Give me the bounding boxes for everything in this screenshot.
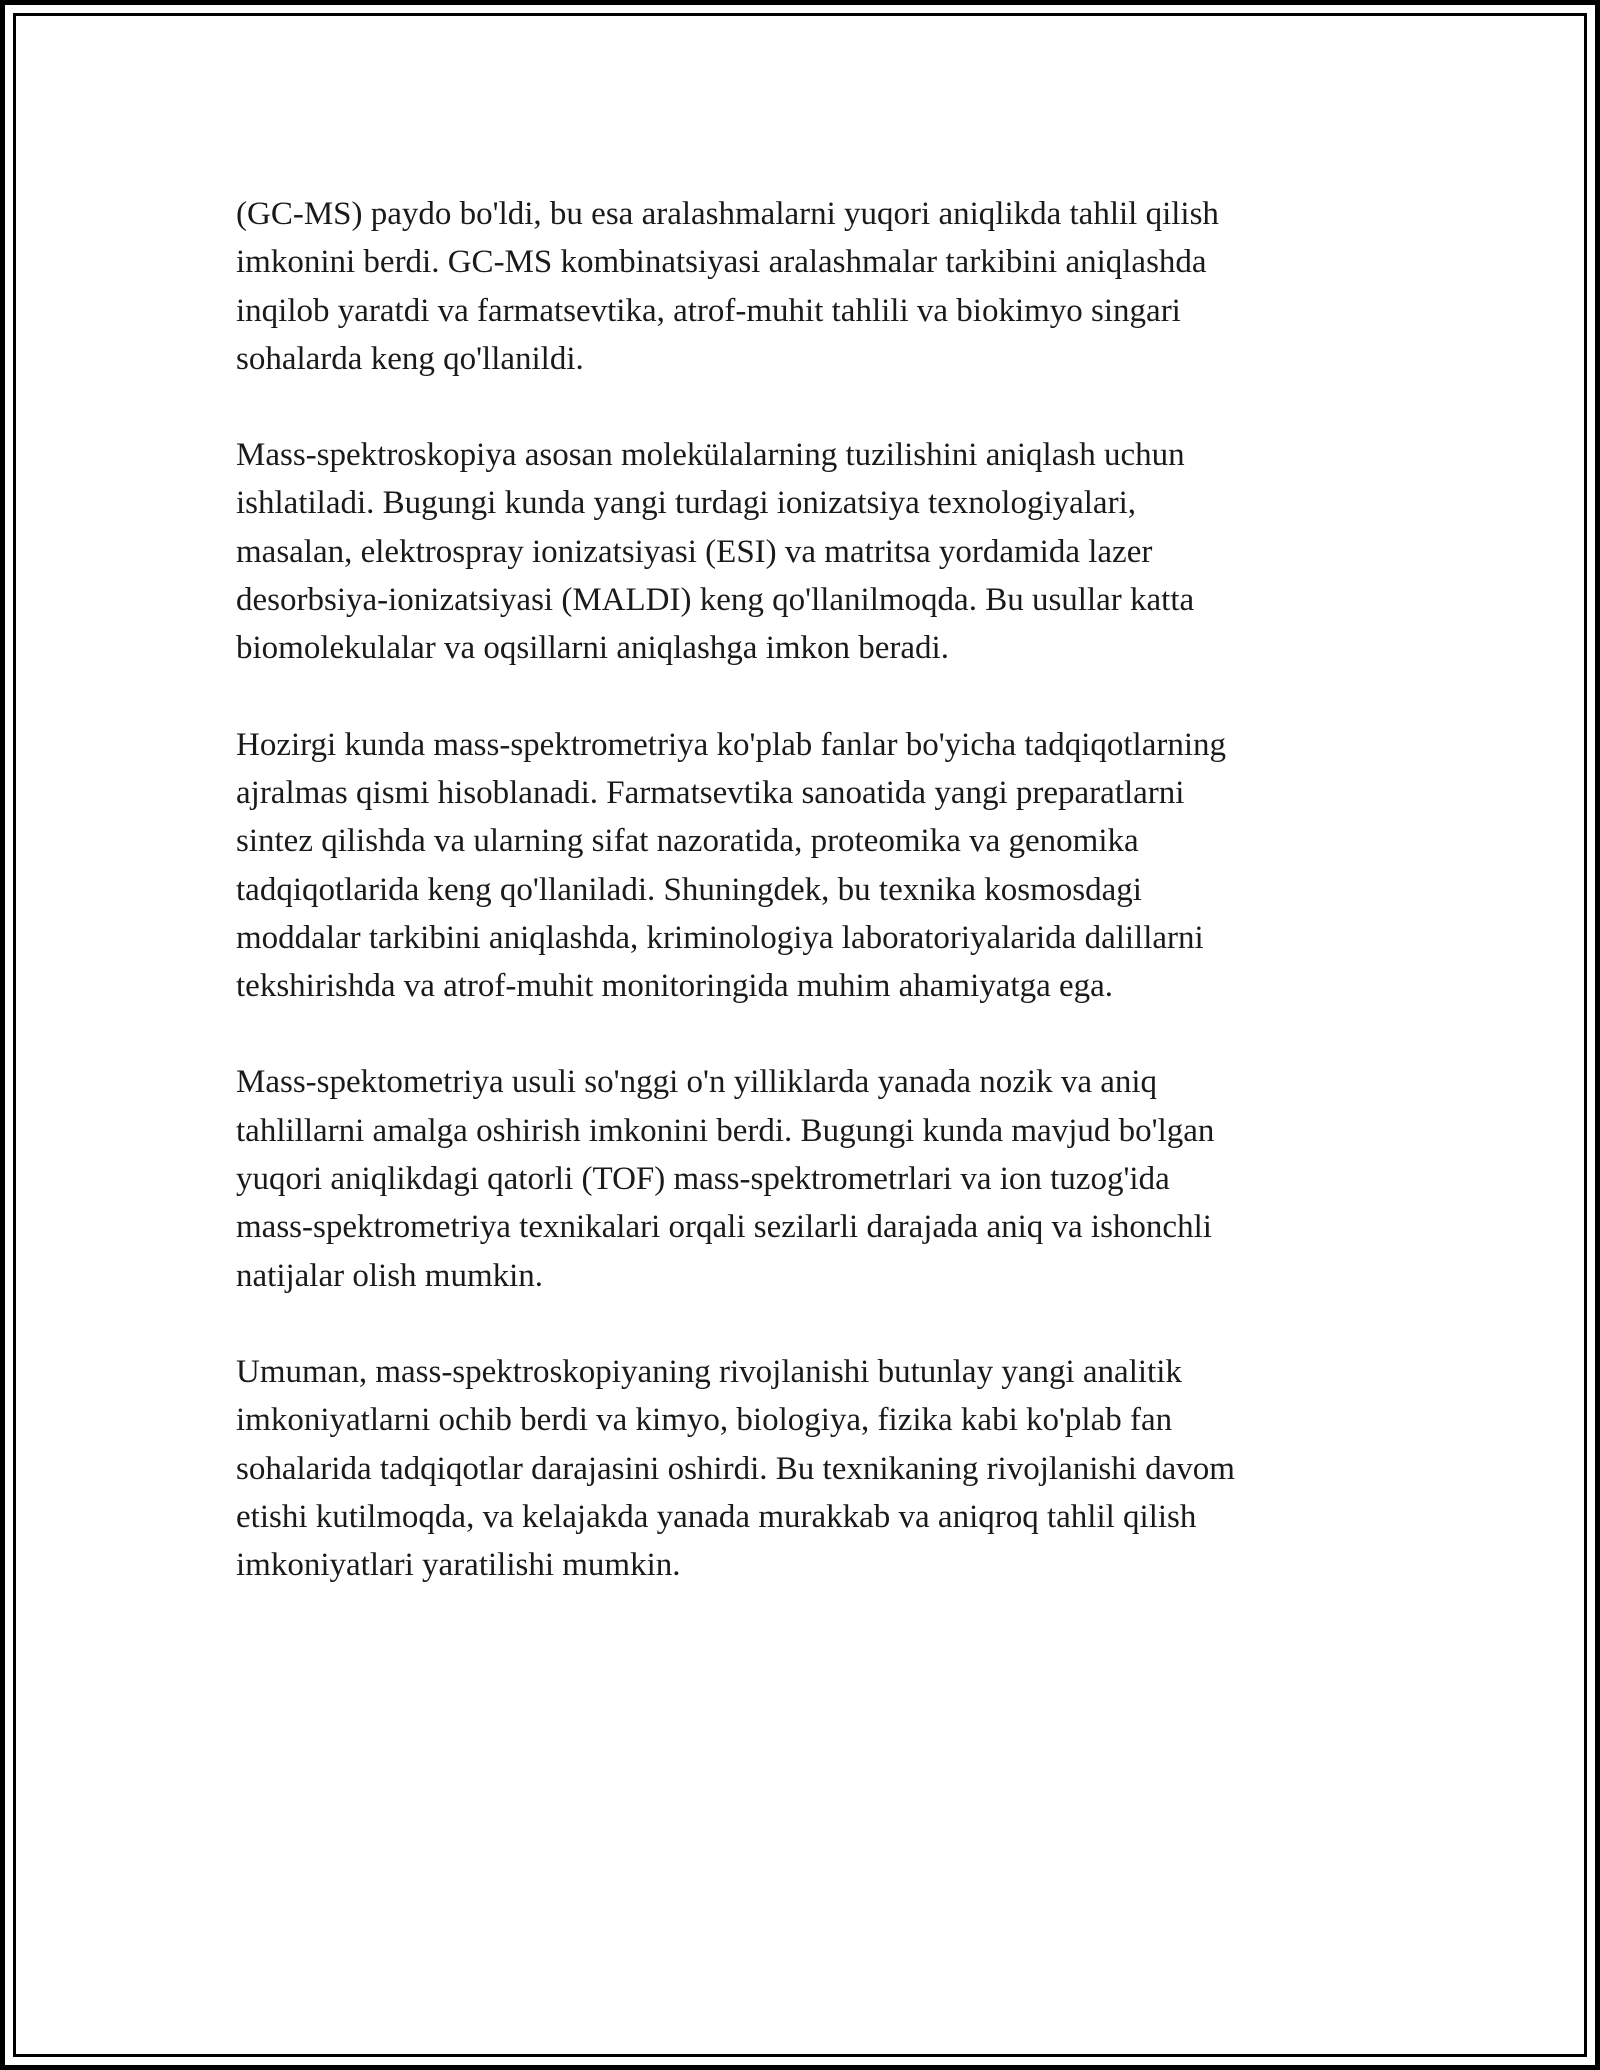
paragraph-2 [236,431,1366,672]
text-line: natijalar olish mumkin. [236,1257,544,1294]
paragraph-5 [236,1348,1366,1589]
text-line: tahlillarni amalga oshirish imkonini berdi. Bugungi kunda mavjud bo'lgan [236,1112,1215,1149]
text-line: ishlatiladi. Bugungi kunda yangi turdagi ionizatsiya texnologiyalari, [236,485,1136,522]
text-line: desorbsiya-ionizatsiyasi (MALDI) keng qo'llanilmoqda. Bu usullar katta [236,582,1195,619]
text-line: Mass-spektroskopiya asosan molekülalarning tuzilishini aniqlash uchun [236,437,1185,474]
paragraph-1 [236,190,1366,383]
paragraph-3 [236,721,1366,1011]
text-line: biomolekulalar va oqsillarni aniqlashga imkon beradi. [236,630,949,667]
text-line: ajralmas qismi hisoblanadi. Farmatsevtika sanoatida yangi preparatlarni [236,774,1185,811]
text-line: tekshirishda va atrof-muhit monitoringida muhim ahamiyatga ega. [236,968,1114,1005]
text-line: sohalarida tadqiqotlar darajasini oshirdi. Bu texnikaning rivojlanishi davom [236,1450,1235,1487]
text-line: yuqori aniqlikdagi qatorli (TOF) mass-spektrometrlari va ion tuzog'ida [236,1161,1170,1198]
text-line: (GC-MS) paydo bo'ldi, bu esa aralashmalarni yuqori aniqlikda tahlil qilish [236,196,1219,232]
text-line: imkoniyatlarni ochib berdi va kimyo, biologiya, fizika kabi ko'plab fan [236,1402,1173,1439]
text-line: mass-spektrometriya texnikalari orqali sezilarli darajada aniq va ishonchli [236,1209,1212,1246]
text-line: moddalar tarkibini aniqlashda, kriminologiya laboratoriyalarida dalillarni [236,919,1204,956]
paragraph-4 [236,1058,1366,1299]
document-body [236,190,1366,1637]
text-line: Hozirgi kunda mass-spektrometriya ko'plab fanlar bo'yicha tadqiqotlarning [236,726,1227,763]
text-line: sintez qilishda va ularning sifat nazoratida, proteomika va genomika [236,823,1139,860]
text-line: Mass-spektometriya usuli so'nggi o'n yilliklarda yanada nozik va aniq [236,1064,1158,1101]
text-line: inqilob yaratdi va farmatsevtika, atrof-muhit tahlili va biokimyo singari [236,292,1181,329]
text-line: masalan, elektrospray ionizatsiyasi (ESI) va matritsa yordamida lazer [236,533,1153,570]
text-line: imkonini berdi. GC-MS kombinatsiyasi aralashmalar tarkibini aniqlashda [236,244,1207,281]
text-line: imkoniyatlari yaratilishi mumkin. [236,1547,681,1584]
text-line: etishi kutilmoqda, va kelajakda yanada murakkab va aniqroq tahlil qilish [236,1498,1197,1535]
text-line: Umuman, mass-spektroskopiyaning rivojlanishi butunlay yangi analitik [236,1353,1182,1390]
text-line: tadqiqotlarida keng qo'llaniladi. Shuningdek, bu texnika kosmosdagi [236,871,1142,908]
text-line: sohalarda keng qo'llanildi. [236,340,584,377]
